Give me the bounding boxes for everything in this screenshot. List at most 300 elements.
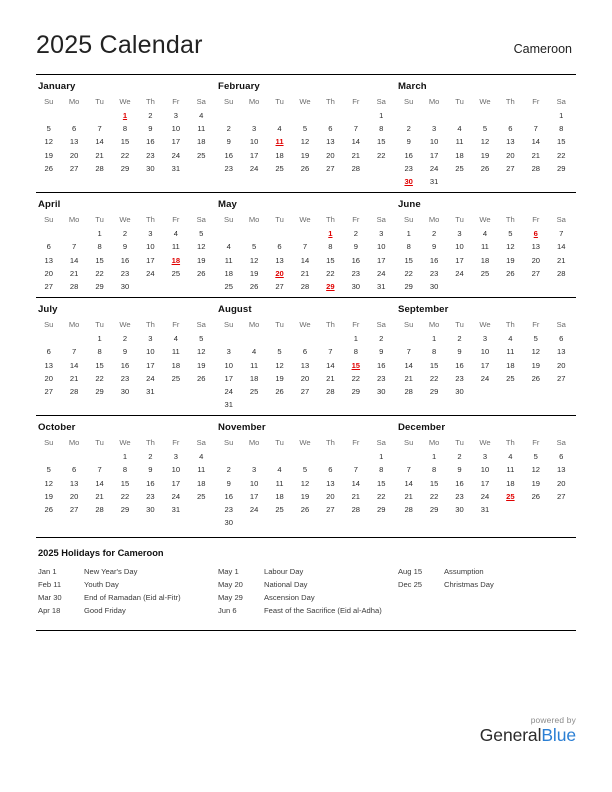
day-cell[interactable]: 24 (224, 386, 233, 396)
day-cell[interactable]: 24 (377, 268, 386, 278)
day-cell[interactable]: 12 (44, 137, 53, 147)
day-cell[interactable]: 23 (455, 491, 464, 501)
day-cell[interactable]: 16 (455, 360, 464, 370)
day-cell[interactable]: 3 (148, 229, 153, 239)
day-cell[interactable]: 29 (120, 163, 130, 173)
day-cell[interactable]: 2 (457, 334, 462, 344)
day-cell[interactable]: 5 (508, 229, 513, 239)
day-cell[interactable]: 18 (197, 137, 206, 147)
day-cell[interactable]: 6 (46, 242, 51, 252)
day-cell[interactable]: 11 (250, 360, 259, 370)
day-cell[interactable]: 29 (120, 505, 130, 515)
day-cell[interactable]: 18 (224, 268, 233, 278)
day-cell[interactable]: 18 (275, 491, 284, 501)
day-cell[interactable]: 7 (302, 242, 308, 252)
day-cell[interactable]: 17 (455, 255, 464, 265)
day-cell[interactable]: 5 (46, 124, 51, 134)
day-cell[interactable]: 27 (557, 491, 566, 501)
day-cell[interactable]: 28 (95, 163, 104, 173)
day-cell[interactable]: 4 (199, 452, 204, 462)
day-cell[interactable]: 31 (480, 505, 490, 515)
day-cell[interactable]: 7 (406, 465, 411, 475)
day-cell[interactable]: 8 (379, 124, 384, 134)
day-cell[interactable]: 8 (122, 465, 128, 475)
day-cell[interactable]: 8 (122, 124, 128, 134)
day-cell[interactable]: 20 (557, 360, 566, 370)
day-cell[interactable]: 13 (557, 465, 566, 475)
day-cell[interactable]: 11 (197, 465, 206, 475)
day-cell-holiday[interactable]: 18 (171, 255, 181, 265)
day-cell[interactable]: 9 (353, 242, 358, 252)
day-cell[interactable]: 25 (275, 163, 284, 173)
day-cell[interactable]: 2 (379, 334, 384, 344)
day-cell[interactable]: 26 (197, 373, 206, 383)
day-cell[interactable]: 10 (224, 360, 233, 370)
day-cell[interactable]: 8 (431, 347, 437, 357)
day-cell[interactable]: 17 (249, 150, 259, 160)
day-cell[interactable]: 28 (404, 505, 413, 515)
day-cell[interactable]: 16 (429, 255, 439, 265)
day-cell[interactable]: 30 (429, 281, 439, 291)
day-cell[interactable]: 8 (431, 465, 437, 475)
day-cell[interactable]: 16 (404, 150, 413, 160)
day-cell[interactable]: 15 (429, 478, 439, 488)
day-cell[interactable]: 21 (351, 491, 361, 501)
day-cell[interactable]: 2 (353, 229, 358, 239)
day-cell-holiday[interactable]: 20 (275, 268, 284, 278)
day-cell[interactable]: 18 (275, 150, 284, 160)
day-cell[interactable]: 28 (404, 386, 413, 396)
day-cell[interactable]: 19 (506, 255, 515, 265)
day-cell[interactable]: 13 (506, 137, 515, 147)
day-cell[interactable]: 30 (455, 386, 464, 396)
day-cell[interactable]: 14 (351, 478, 361, 488)
day-cell[interactable]: 9 (226, 478, 231, 488)
day-cell[interactable]: 28 (69, 386, 79, 396)
day-cell[interactable]: 13 (326, 478, 335, 488)
day-cell[interactable]: 18 (197, 478, 206, 488)
day-cell[interactable]: 27 (326, 163, 335, 173)
day-cell[interactable]: 17 (480, 360, 490, 370)
day-cell[interactable]: 17 (224, 373, 233, 383)
day-cell[interactable]: 16 (377, 360, 386, 370)
day-cell[interactable]: 15 (95, 360, 104, 370)
day-cell[interactable]: 28 (300, 281, 310, 291)
day-cell[interactable]: 16 (224, 150, 233, 160)
day-cell[interactable]: 14 (404, 360, 413, 370)
day-cell[interactable]: 27 (44, 281, 53, 291)
day-cell[interactable]: 19 (480, 150, 490, 160)
day-cell[interactable]: 15 (120, 137, 130, 147)
day-cell[interactable]: 11 (506, 347, 515, 357)
day-cell[interactable]: 26 (531, 373, 541, 383)
day-cell[interactable]: 20 (531, 255, 541, 265)
day-cell[interactable]: 16 (120, 360, 130, 370)
day-cell[interactable]: 13 (300, 360, 310, 370)
day-cell[interactable]: 25 (224, 281, 233, 291)
day-cell[interactable]: 27 (69, 505, 79, 515)
day-cell[interactable]: 24 (480, 491, 490, 501)
day-cell[interactable]: 11 (197, 124, 206, 134)
day-cell[interactable]: 26 (480, 163, 490, 173)
day-cell[interactable]: 19 (300, 150, 310, 160)
day-cell[interactable]: 17 (480, 478, 490, 488)
day-cell[interactable]: 14 (69, 255, 79, 265)
day-cell[interactable]: 30 (146, 163, 155, 173)
day-cell[interactable]: 23 (429, 268, 439, 278)
day-cell[interactable]: 23 (404, 163, 413, 173)
day-cell[interactable]: 8 (328, 242, 333, 252)
day-cell[interactable]: 6 (508, 124, 513, 134)
day-cell[interactable]: 6 (302, 347, 308, 357)
day-cell[interactable]: 12 (249, 255, 259, 265)
day-cell[interactable]: 7 (72, 242, 77, 252)
day-cell[interactable]: 15 (377, 478, 386, 488)
day-cell[interactable]: 3 (482, 452, 488, 462)
day-cell[interactable]: 12 (300, 478, 310, 488)
day-cell[interactable]: 28 (69, 281, 79, 291)
day-cell[interactable]: 21 (404, 491, 413, 501)
day-cell[interactable]: 8 (97, 242, 102, 252)
day-cell[interactable]: 4 (199, 111, 204, 121)
day-cell[interactable]: 13 (69, 137, 79, 147)
day-cell[interactable]: 19 (197, 255, 206, 265)
day-cell[interactable]: 15 (120, 478, 130, 488)
day-cell[interactable]: 7 (353, 465, 358, 475)
day-cell[interactable]: 21 (557, 255, 566, 265)
day-cell[interactable]: 20 (300, 373, 310, 383)
day-cell[interactable]: 4 (277, 465, 282, 475)
day-cell[interactable]: 3 (148, 334, 153, 344)
day-cell[interactable]: 13 (557, 347, 566, 357)
day-cell[interactable]: 1 (559, 111, 564, 121)
day-cell[interactable]: 13 (44, 360, 53, 370)
day-cell[interactable]: 9 (122, 242, 128, 252)
day-cell[interactable]: 25 (506, 373, 515, 383)
day-cell[interactable]: 17 (146, 360, 155, 370)
day-cell[interactable]: 30 (120, 386, 130, 396)
day-cell[interactable]: 22 (120, 491, 130, 501)
day-cell[interactable]: 1 (379, 111, 384, 121)
day-cell[interactable]: 27 (300, 386, 310, 396)
day-cell[interactable]: 6 (46, 347, 51, 357)
day-cell[interactable]: 23 (120, 373, 130, 383)
day-cell[interactable]: 29 (429, 505, 439, 515)
day-cell[interactable]: 8 (406, 242, 411, 252)
day-cell[interactable]: 17 (171, 478, 181, 488)
day-cell[interactable]: 3 (457, 229, 462, 239)
day-cell[interactable]: 25 (171, 268, 181, 278)
day-cell[interactable]: 26 (506, 268, 515, 278)
day-cell[interactable]: 10 (455, 242, 464, 252)
day-cell[interactable]: 12 (197, 347, 206, 357)
day-cell[interactable]: 5 (199, 334, 204, 344)
day-cell[interactable]: 22 (377, 150, 386, 160)
day-cell[interactable]: 24 (455, 268, 464, 278)
day-cell[interactable]: 29 (95, 281, 104, 291)
day-cell[interactable]: 23 (224, 505, 233, 515)
day-cell[interactable]: 31 (146, 386, 155, 396)
day-cell[interactable]: 5 (277, 347, 282, 357)
day-cell[interactable]: 4 (173, 334, 178, 344)
day-cell[interactable]: 19 (44, 150, 53, 160)
day-cell[interactable]: 28 (95, 505, 104, 515)
day-cell[interactable]: 2 (226, 124, 231, 134)
day-cell[interactable]: 15 (429, 360, 439, 370)
day-cell[interactable]: 22 (95, 268, 104, 278)
day-cell[interactable]: 23 (377, 373, 386, 383)
day-cell[interactable]: 26 (300, 505, 310, 515)
day-cell[interactable]: 1 (379, 452, 384, 462)
day-cell[interactable]: 4 (277, 124, 282, 134)
day-cell[interactable]: 22 (377, 491, 386, 501)
day-cell-holiday[interactable]: 29 (326, 281, 335, 291)
day-cell[interactable]: 7 (406, 347, 411, 357)
day-cell[interactable]: 20 (44, 268, 53, 278)
day-cell[interactable]: 24 (249, 505, 259, 515)
day-cell[interactable]: 9 (226, 137, 231, 147)
day-cell[interactable]: 18 (506, 360, 515, 370)
day-cell[interactable]: 22 (404, 268, 413, 278)
day-cell[interactable]: 30 (120, 281, 130, 291)
day-cell[interactable]: 14 (557, 242, 566, 252)
day-cell-holiday[interactable]: 6 (533, 229, 538, 239)
day-cell[interactable]: 19 (44, 491, 53, 501)
day-cell[interactable]: 1 (353, 334, 358, 344)
day-cell[interactable]: 21 (351, 150, 361, 160)
day-cell[interactable]: 10 (146, 347, 155, 357)
day-cell[interactable]: 24 (146, 268, 155, 278)
day-cell[interactable]: 24 (249, 163, 259, 173)
day-cell[interactable]: 8 (97, 347, 102, 357)
day-cell[interactable]: 21 (69, 268, 79, 278)
day-cell[interactable]: 11 (171, 347, 180, 357)
day-cell[interactable]: 12 (275, 360, 284, 370)
day-cell[interactable]: 9 (148, 124, 153, 134)
day-cell[interactable]: 4 (482, 229, 488, 239)
day-cell[interactable]: 9 (431, 242, 437, 252)
day-cell[interactable]: 5 (252, 242, 257, 252)
day-cell[interactable]: 10 (480, 347, 490, 357)
day-cell[interactable]: 25 (171, 373, 181, 383)
day-cell[interactable]: 28 (531, 163, 541, 173)
day-cell-holiday[interactable]: 1 (122, 111, 128, 121)
day-cell[interactable]: 13 (275, 255, 284, 265)
day-cell[interactable]: 7 (353, 124, 358, 134)
day-cell[interactable]: 25 (480, 268, 490, 278)
day-cell[interactable]: 4 (173, 229, 178, 239)
day-cell[interactable]: 26 (531, 491, 541, 501)
day-cell[interactable]: 18 (249, 373, 259, 383)
day-cell[interactable]: 27 (506, 163, 515, 173)
day-cell[interactable]: 24 (480, 373, 490, 383)
day-cell[interactable]: 31 (377, 281, 386, 291)
day-cell[interactable]: 11 (506, 465, 515, 475)
day-cell[interactable]: 16 (455, 478, 464, 488)
day-cell[interactable]: 7 (559, 229, 564, 239)
day-cell[interactable]: 18 (480, 255, 490, 265)
day-cell[interactable]: 15 (557, 137, 566, 147)
day-cell[interactable]: 31 (429, 177, 439, 187)
day-cell[interactable]: 8 (559, 124, 564, 134)
day-cell[interactable]: 13 (531, 242, 541, 252)
day-cell[interactable]: 20 (557, 478, 566, 488)
day-cell[interactable]: 14 (300, 255, 310, 265)
day-cell[interactable]: 24 (429, 163, 439, 173)
day-cell[interactable]: 21 (326, 373, 335, 383)
day-cell[interactable]: 29 (557, 163, 566, 173)
day-cell[interactable]: 22 (557, 150, 566, 160)
day-cell[interactable]: 9 (122, 347, 128, 357)
day-cell[interactable]: 1 (97, 334, 102, 344)
day-cell[interactable]: 26 (275, 386, 284, 396)
day-cell[interactable]: 14 (351, 137, 361, 147)
day-cell[interactable]: 11 (455, 137, 464, 147)
day-cell[interactable]: 1 (97, 229, 102, 239)
day-cell[interactable]: 22 (351, 373, 361, 383)
day-cell[interactable]: 11 (171, 242, 180, 252)
day-cell[interactable]: 15 (377, 137, 386, 147)
day-cell[interactable]: 26 (44, 163, 53, 173)
day-cell[interactable]: 20 (326, 491, 335, 501)
day-cell[interactable]: 19 (531, 478, 541, 488)
day-cell[interactable]: 11 (275, 478, 284, 488)
day-cell[interactable]: 23 (120, 268, 130, 278)
day-cell[interactable]: 26 (300, 163, 310, 173)
day-cell[interactable]: 27 (275, 281, 284, 291)
day-cell[interactable]: 19 (275, 373, 284, 383)
day-cell[interactable]: 22 (326, 268, 335, 278)
day-cell-holiday[interactable]: 15 (351, 360, 361, 370)
day-cell[interactable]: 10 (377, 242, 386, 252)
day-cell[interactable]: 29 (351, 386, 361, 396)
day-cell[interactable]: 4 (508, 334, 513, 344)
day-cell[interactable]: 30 (224, 518, 233, 528)
day-cell[interactable]: 4 (508, 452, 513, 462)
day-cell[interactable]: 3 (482, 334, 488, 344)
day-cell[interactable]: 14 (531, 137, 541, 147)
day-cell[interactable]: 28 (326, 386, 335, 396)
day-cell[interactable]: 16 (120, 255, 130, 265)
day-cell[interactable]: 18 (455, 150, 464, 160)
day-cell[interactable]: 22 (429, 491, 439, 501)
day-cell[interactable]: 31 (171, 505, 181, 515)
day-cell[interactable]: 3 (173, 452, 178, 462)
day-cell[interactable]: 27 (326, 505, 335, 515)
day-cell-holiday[interactable]: 1 (328, 229, 333, 239)
day-cell[interactable]: 30 (455, 505, 464, 515)
day-cell[interactable]: 9 (457, 347, 462, 357)
day-cell[interactable]: 9 (457, 465, 462, 475)
day-cell[interactable]: 21 (95, 150, 104, 160)
day-cell[interactable]: 3 (431, 124, 437, 134)
day-cell[interactable]: 7 (533, 124, 538, 134)
day-cell[interactable]: 28 (351, 163, 361, 173)
day-cell[interactable]: 3 (173, 111, 178, 121)
day-cell[interactable]: 16 (146, 478, 155, 488)
day-cell[interactable]: 2 (406, 124, 411, 134)
day-cell[interactable]: 2 (122, 334, 128, 344)
day-cell[interactable]: 14 (95, 478, 104, 488)
day-cell[interactable]: 28 (351, 505, 361, 515)
day-cell[interactable]: 6 (559, 452, 564, 462)
day-cell-holiday[interactable]: 30 (404, 177, 413, 187)
day-cell[interactable]: 22 (120, 150, 130, 160)
day-cell[interactable]: 13 (44, 255, 53, 265)
day-cell[interactable]: 21 (531, 150, 541, 160)
day-cell[interactable]: 5 (533, 452, 538, 462)
day-cell[interactable]: 29 (95, 386, 104, 396)
day-cell[interactable]: 25 (455, 163, 464, 173)
day-cell[interactable]: 21 (69, 373, 79, 383)
day-cell[interactable]: 30 (146, 505, 155, 515)
day-cell[interactable]: 6 (559, 334, 564, 344)
day-cell-holiday[interactable]: 11 (275, 137, 284, 147)
day-cell[interactable]: 10 (146, 242, 155, 252)
day-cell[interactable]: 25 (197, 150, 206, 160)
day-cell[interactable]: 25 (197, 491, 206, 501)
day-cell[interactable]: 5 (199, 229, 204, 239)
day-cell[interactable]: 10 (480, 465, 490, 475)
day-cell[interactable]: 7 (97, 124, 102, 134)
day-cell[interactable]: 17 (171, 137, 181, 147)
day-cell[interactable]: 17 (429, 150, 439, 160)
day-cell[interactable]: 9 (379, 347, 384, 357)
day-cell[interactable]: 5 (302, 465, 308, 475)
day-cell[interactable]: 2 (457, 452, 462, 462)
day-cell[interactable]: 12 (531, 347, 541, 357)
day-cell[interactable]: 10 (171, 124, 181, 134)
day-cell[interactable]: 28 (557, 268, 566, 278)
day-cell[interactable]: 23 (146, 491, 155, 501)
day-cell[interactable]: 17 (249, 491, 259, 501)
day-cell[interactable]: 26 (249, 281, 259, 291)
day-cell[interactable]: 6 (72, 465, 77, 475)
day-cell[interactable]: 24 (171, 150, 181, 160)
day-cell[interactable]: 23 (455, 373, 464, 383)
day-cell[interactable]: 3 (226, 347, 231, 357)
day-cell[interactable]: 1 (406, 229, 411, 239)
day-cell[interactable]: 16 (351, 255, 361, 265)
day-cell[interactable]: 17 (146, 255, 155, 265)
day-cell[interactable]: 2 (431, 229, 437, 239)
day-cell[interactable]: 2 (226, 465, 231, 475)
day-cell[interactable]: 18 (506, 478, 515, 488)
day-cell[interactable]: 21 (404, 373, 413, 383)
day-cell[interactable]: 2 (148, 452, 153, 462)
day-cell[interactable]: 2 (148, 111, 153, 121)
day-cell[interactable]: 6 (277, 242, 282, 252)
day-cell[interactable]: 20 (69, 150, 79, 160)
day-cell[interactable]: 12 (506, 242, 515, 252)
day-cell[interactable]: 20 (69, 491, 79, 501)
day-cell[interactable]: 23 (351, 268, 361, 278)
day-cell[interactable]: 16 (224, 491, 233, 501)
day-cell[interactable]: 1 (431, 334, 437, 344)
day-cell[interactable]: 15 (326, 255, 335, 265)
day-cell[interactable]: 17 (377, 255, 386, 265)
day-cell[interactable]: 29 (404, 281, 413, 291)
day-cell[interactable]: 24 (171, 491, 181, 501)
day-cell[interactable]: 14 (326, 360, 335, 370)
day-cell[interactable]: 10 (429, 137, 439, 147)
day-cell[interactable]: 14 (95, 137, 104, 147)
day-cell[interactable]: 30 (351, 281, 361, 291)
day-cell[interactable]: 26 (197, 268, 206, 278)
day-cell[interactable]: 26 (44, 505, 53, 515)
day-cell[interactable]: 20 (506, 150, 515, 160)
day-cell[interactable]: 12 (44, 478, 53, 488)
